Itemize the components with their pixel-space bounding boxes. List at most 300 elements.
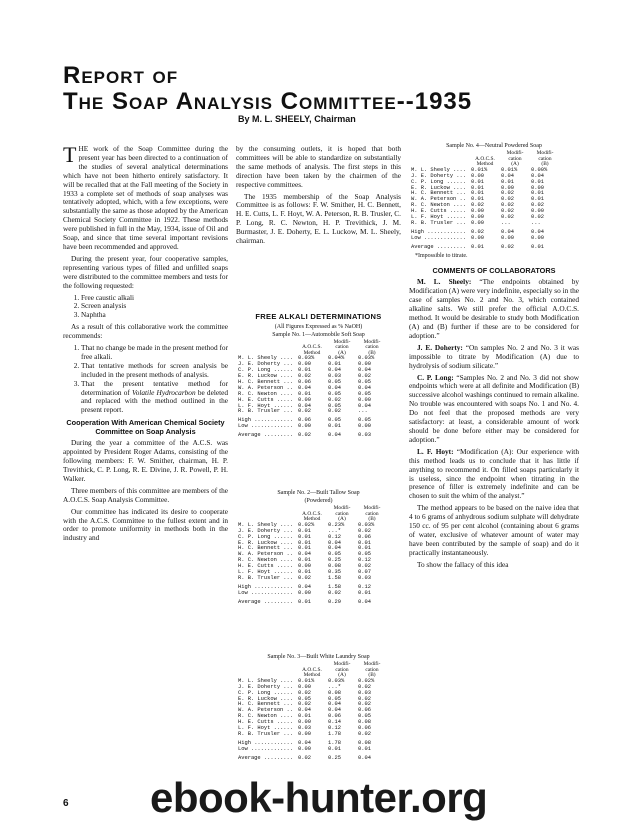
table-cell: 0.02: [471, 202, 484, 209]
leader-dots: ....: [449, 202, 467, 209]
column-header: (A): [511, 161, 519, 168]
table-cell: 0.07: [358, 569, 371, 576]
table-cell: ...: [531, 219, 541, 226]
table-cell: 0.05: [358, 378, 371, 385]
table-cell: 0.05: [358, 390, 371, 397]
leader-dots: ...: [280, 730, 294, 737]
intro-paragraph: [63, 142, 228, 252]
collaborator-name: H. C. Bennett ...: [411, 190, 467, 197]
table-cell: 0.02: [501, 208, 514, 215]
column-header: Method: [303, 672, 321, 679]
page-number: 6: [63, 798, 69, 809]
column-header: Method: [303, 349, 321, 356]
sample-table: [411, 151, 561, 251]
leader-dots: ......: [443, 178, 467, 185]
leader-dots: ...: [453, 219, 467, 226]
collaborator-name: E. R. Luckow ....: [411, 184, 467, 191]
leader-dots: ......: [443, 214, 467, 221]
leader-dots: ......: [270, 569, 294, 576]
recommendations-list: [63, 344, 228, 415]
summary-value: 0.12: [358, 583, 371, 590]
summary-value: 0.02: [298, 432, 311, 439]
table-cell: 0.02: [358, 527, 371, 534]
leader-dots: ....: [276, 390, 294, 397]
table-cell: 0.02: [328, 408, 341, 415]
table-cell: 0.06: [358, 707, 371, 714]
leader-dots: ...: [453, 190, 467, 197]
table-cell: 0.01: [298, 527, 311, 534]
summary-value: 0.00: [531, 234, 544, 241]
column-header: Modifi-: [363, 505, 381, 511]
collaborator-name: R. B. Trusler ...: [411, 219, 467, 226]
drop-cap: T: [63, 142, 77, 167]
summary-value: 0.05: [358, 417, 371, 424]
comments-heading: COMMENTS OF COLLABORATORS: [432, 266, 556, 276]
comment-paragraph: [409, 278, 579, 340]
table-cell: 0.02: [298, 689, 311, 696]
collaborator-name: C. P. Long ......: [411, 178, 467, 185]
table-cell: 0.02: [298, 408, 311, 415]
sample-4-block: [409, 143, 579, 260]
table-cell: 0.08: [328, 689, 341, 696]
paragraph: The 1935 membership of the Soap Analysis Committee is as follows: F. W. Smither, H. C. Bennett, H. E. Cutts, L. F. Hoyt, W. A. Peterson, R. B. Trusler, C. P. Long, R. C. Newton, H. P. Trevithick, J. M. Burmaster, J. E. Doherty, E. L. Luckow, M. L. Sheely, chairman.: [236, 191, 401, 246]
leader-dots: ......: [270, 367, 294, 374]
paragraph: Our committee has indicated its desire to cooperate with the A.C.S. Committee to the fullest extent and in order to promote uniformity in methods both in the industry and: [63, 506, 228, 543]
comment-text: “Modification (A): Our experience with this method leads us to conclude that it has little if anything to recommend it. On filled soaps particularly it is useless, since the endpoint when titrating in the presence of filler is extremely indefinite and can be chosen to suit the whim of the analyst.”: [409, 446, 579, 501]
table-cell: 0.08: [358, 719, 371, 726]
summary-row-average: [238, 597, 388, 606]
leader-dots: ............: [423, 228, 467, 235]
leader-dots: ...: [280, 545, 294, 552]
leader-dots: ..: [283, 707, 294, 714]
leader-dots: .............: [247, 745, 294, 752]
table-cell: 0.02: [531, 214, 544, 221]
column-header: Modifi-: [536, 150, 554, 156]
summary-label: Average .........: [238, 754, 294, 761]
table-cell: 0.00: [298, 730, 311, 737]
table-cell: 0.01: [328, 361, 341, 368]
column-header: (B): [368, 349, 376, 356]
table-cell: 0.01: [501, 178, 514, 185]
table-cell: 0.03: [358, 689, 371, 696]
table-cell: 0.06: [328, 713, 341, 720]
rec3-italic: Volatile Hydrocarbon: [132, 387, 196, 397]
table-cell: 0.05: [328, 551, 341, 558]
collaborator-name: H. E. Cutts .....: [238, 396, 294, 403]
leader-dots: ...: [280, 361, 294, 368]
table-cell: 0.01: [298, 390, 311, 397]
table-cell: 0.04: [501, 172, 514, 179]
table-cell: 0.04: [328, 701, 341, 708]
commenter-name: M. L. Sheely:: [417, 277, 472, 287]
table-cell: 0.02: [298, 701, 311, 708]
collaborator-name: L. F. Hoyt ......: [238, 725, 294, 732]
table-cell: 0.00: [471, 214, 484, 221]
summary-value: 0.29: [328, 598, 341, 605]
table-cell: 0.02: [501, 196, 514, 203]
table-cell: 0.00: [298, 396, 311, 403]
summary-label: High ............: [238, 739, 294, 746]
summary-label: High ............: [411, 228, 467, 235]
summary-value: 0.04: [298, 583, 311, 590]
column-header: Modifi-: [333, 505, 351, 511]
table-cell: 0.03: [328, 373, 341, 379]
column-header: Modifi-: [333, 661, 351, 667]
sample-title: Sample No. 4—Neutral Powdered Soap: [446, 143, 542, 149]
column-header: cation: [335, 510, 349, 517]
list-item: 1. Free caustic alkali: [81, 294, 228, 303]
table-cell: 0.02: [298, 574, 311, 581]
table-cell: 1.78: [328, 730, 341, 737]
summary-value: 0.04: [358, 598, 371, 605]
table-cell: 0.04: [298, 551, 311, 558]
table-cell: 0.25: [328, 557, 341, 564]
summary-value: 0.03: [358, 432, 371, 439]
table-cell: 0.02: [358, 373, 371, 379]
leader-dots: ...: [280, 527, 294, 534]
table-cell: 0.03: [298, 725, 311, 732]
collaborator-name: L. F. Hoyt ......: [411, 214, 467, 221]
paragraph: To show the fallacy of this idea: [417, 559, 509, 569]
table-cell: 0.02%: [298, 521, 315, 528]
table-cell: 0.05: [358, 551, 371, 558]
table-cell: 0.12: [328, 725, 341, 732]
sample-3-block: [236, 654, 401, 762]
table-cell: 1.58: [328, 574, 341, 581]
leader-dots: .........: [260, 432, 294, 439]
table-cell: 0.12: [328, 533, 341, 540]
summary-label: Low .............: [238, 745, 294, 752]
table-cell: 0.03%: [358, 521, 375, 528]
summary-value: 0.00: [298, 423, 311, 430]
table-cell: 0.01: [298, 545, 311, 552]
table-cell: 0.02: [501, 202, 514, 209]
table-cell: 0.23%: [328, 521, 345, 528]
summary-value: 0.04: [328, 432, 341, 439]
table-cell: 0.01: [298, 569, 311, 576]
table-cell: 0.05: [328, 390, 341, 397]
table-cell: 0.05: [328, 402, 341, 409]
column-header: Modifi-: [363, 661, 381, 667]
column-header: (B): [368, 516, 376, 523]
sample-title: Sample No. 3—Built White Laundry Soap: [267, 654, 370, 660]
table-cell: 0.04: [298, 402, 311, 409]
leader-dots: ......: [270, 533, 294, 540]
leader-dots: ...: [280, 408, 294, 415]
leader-dots: ....: [276, 373, 294, 379]
collaborator-name: W. A. Peterson ..: [238, 384, 294, 391]
table-cell: 0.00: [531, 184, 544, 191]
table-cell: 0.02: [531, 202, 544, 209]
paragraph: As a result of this collaborative work the committee recommends:: [63, 322, 228, 341]
column-header: Method: [303, 516, 321, 523]
table-cell: 0.05: [328, 695, 341, 702]
collaborator-name: R. B. Trusler ...: [238, 574, 294, 581]
table-cell: 0.02%: [358, 677, 375, 684]
summary-value: 0.01: [358, 745, 371, 752]
paragraph: The method appears to be based on the naive idea that 4 to 6 grams of anhydrous sodium sulphate will dehydrate 150 cc. of 95 per cent alcohol (containing about 6 grams of water, exclusive of whatever amount of water may have been contributed by the sample of soap) and do it practically instantaneously.: [409, 503, 579, 557]
table-cell: 0.02: [328, 396, 341, 403]
table-cell: 0.00: [358, 396, 371, 403]
leader-dots: ..: [283, 551, 294, 558]
leader-dots: ...: [453, 172, 467, 179]
collaborator-name: J. E. Doherty ...: [238, 683, 294, 690]
leader-dots: ....: [276, 677, 294, 684]
table-cell: 0.12: [358, 557, 371, 564]
collaborator-name: J. E. Doherty ...: [238, 361, 294, 368]
table-cell: 0.01%: [471, 166, 488, 173]
table-heading: FREE ALKALI DETERMINATIONS: [255, 312, 382, 321]
table-cell: 0.01: [358, 539, 371, 546]
table-cell: 0.01%: [501, 166, 518, 173]
paragraph: by the consuming outlets, it is hoped that both committees will be able to standardize on substantially the same methods of analysis. The first steps in this direction have been taken by the chairmen of the respective committees.: [236, 144, 401, 189]
table-cell: 0.01: [471, 178, 484, 185]
list-item: 3. Naphtha: [81, 311, 228, 320]
summary-value: 0.00: [358, 423, 371, 430]
table-cell: 0.00%: [531, 166, 548, 173]
column-header: cation: [365, 666, 379, 673]
collaborator-name: E. R. Luckow ....: [238, 373, 294, 379]
collaborator-name: H. E. Cutts .....: [411, 208, 467, 215]
rec3-text: That the present tentative method for determination of: [81, 378, 228, 397]
column-header: A.O.C.S.: [302, 666, 322, 673]
collaborator-name: M. L. Sheely ....: [238, 355, 294, 362]
table-cell: 0.00: [471, 219, 484, 226]
leader-dots: .....: [273, 719, 294, 726]
table-cell: 0.04: [328, 545, 341, 552]
comment-text: “Samples No. 2 and No. 3 did not show endpoints which were at all definite and Modification (B) successive alcohol washings continued to remain alkaline. No trouble was encountered with soaps No. 1 and No. 4. Do not feel that the proposed methods are very satisfactory: at least, a considerable amount of work should be done before either may be considered for adoption.”: [409, 372, 580, 444]
table-cell: ...*: [328, 527, 341, 534]
table-cell: 0.35: [328, 569, 341, 576]
summary-label: Low .............: [238, 423, 294, 430]
column-header: cation: [365, 344, 379, 351]
leader-dots: ...: [280, 574, 294, 581]
leader-dots: .....: [446, 208, 467, 215]
column-header: (A): [338, 516, 346, 523]
table-cell: 0.04: [328, 367, 341, 374]
summary-value: 0.02: [328, 589, 341, 596]
leader-dots: ..: [283, 384, 294, 391]
leader-dots: .........: [260, 754, 294, 761]
column-header: cation: [508, 155, 522, 162]
summary-value: 0.04: [501, 228, 514, 235]
table-cell: 0.04: [328, 384, 341, 391]
column-header: cation: [335, 666, 349, 673]
table-cell: 0.00: [471, 208, 484, 215]
table-cell: 0.06: [298, 378, 311, 385]
summary-label: High ............: [238, 417, 294, 424]
summary-value: 0.04: [298, 739, 311, 746]
collaborator-name: L. F. Hoyt ......: [238, 402, 294, 409]
column-1: [63, 142, 228, 546]
table-cell: 0.00: [298, 683, 311, 690]
column-3: [409, 143, 579, 573]
summary-label: Low .............: [238, 589, 294, 596]
collaborator-name: W. A. Peterson ..: [238, 707, 294, 714]
collaborator-name: J. E. Doherty ...: [411, 172, 467, 179]
table-cell: 0.04: [358, 384, 371, 391]
list-item: [81, 380, 228, 416]
paragraph: Three members of this committee are members of the A.O.C.S. Soap Analysis Committee.: [63, 485, 228, 504]
table-cell: 0.01: [358, 545, 371, 552]
leader-dots: .....: [273, 563, 294, 570]
column-header: (A): [338, 672, 346, 679]
leader-dots: .............: [420, 234, 467, 241]
sample-table: [238, 506, 388, 606]
collaborator-name: E. R. Luckow ....: [238, 539, 294, 546]
column-header: Modifi-: [363, 338, 381, 345]
table-cell: 0.14: [328, 719, 341, 726]
collaborator-name: H. C. Bennett ...: [238, 545, 294, 552]
collaborator-name: C. P. Long ......: [238, 533, 294, 540]
table-cell: ...*: [328, 683, 341, 690]
rec3-text-end: be deleted and replaced with the method outlined in the present report.: [81, 387, 228, 415]
table-cell: 0.08: [328, 563, 341, 570]
leader-dots: ......: [270, 402, 294, 409]
table-cell: 0.04: [358, 367, 371, 374]
comment-text: “On samples No. 2 and No. 3 it was impossible to titrate by Modification (A) due to hydrolysis of sodium silicate.”: [409, 342, 579, 370]
leader-dots: .............: [247, 589, 294, 596]
leader-dots: ....: [276, 713, 294, 720]
summary-value: 0.00: [298, 745, 311, 752]
table-cell: 0.01: [298, 713, 311, 720]
table-cell: 0.02: [358, 701, 371, 708]
summary-value: 0.05: [328, 417, 341, 424]
leader-dots: .............: [247, 423, 294, 430]
sample-2-block: [236, 490, 401, 606]
collaborator-name: R. B. Trusler ...: [238, 730, 294, 737]
summary-value: 0.01: [328, 745, 341, 752]
table-cell: 0.00: [501, 184, 514, 191]
table-cell: 0.00: [471, 172, 484, 179]
summary-label: Average .........: [411, 243, 467, 250]
collaborator-name: H. E. Cutts .....: [238, 563, 294, 570]
table-cell: 0.01: [298, 533, 311, 540]
paragraph: During the year a committee of the A.C.S. was appointed by President Roger Adams, consisting of the following members: F. W. Smither, chairman, H. P. Trevithick, C. P. Long, R. E. Divine, J. R. Powell, P. H. Walker.: [63, 438, 228, 483]
title-line-2: The Soap Analysis Committee--1935: [63, 88, 473, 115]
table-cell: 0.01%: [298, 677, 315, 684]
table-cell: 0.00: [298, 563, 311, 570]
commenter-name: C. P. Long:: [417, 372, 454, 382]
table-cell: 0.02: [358, 563, 371, 570]
list-item: 2. That tentative methods for screen analysis be included in the present methods of analysis.: [81, 362, 228, 380]
collaborator-name: H. C. Bennett ...: [238, 701, 294, 708]
list-item: 1. That no change be made in the present method for free alkali.: [81, 344, 228, 362]
table-cell: 0.01: [298, 539, 311, 546]
summary-value: 0.04: [358, 754, 371, 761]
summary-value: 0.04: [531, 228, 544, 235]
leader-dots: ....: [449, 166, 467, 173]
tests-list: [63, 294, 228, 321]
summary-value: 0.02: [298, 754, 311, 761]
table-cell: 0.00: [298, 361, 311, 368]
summary-value: 0.01: [328, 423, 341, 430]
column-2: [236, 145, 401, 249]
leader-dots: ....: [276, 695, 294, 702]
leader-dots: ............: [250, 583, 294, 590]
summary-row-average: [411, 242, 561, 251]
summary-label: Average .........: [238, 598, 294, 605]
column-header: (B): [541, 161, 549, 168]
leader-dots: ...: [280, 378, 294, 385]
summary-value: 0.00: [471, 234, 484, 241]
sample-subtitle: (Powdered): [304, 498, 333, 504]
summary-value: 0.01: [358, 589, 371, 596]
table-cell: 0.03: [358, 574, 371, 581]
summary-value: 0.25: [328, 754, 341, 761]
table-cell: 0.01: [471, 184, 484, 191]
column-header: Method: [476, 161, 494, 168]
summary-value: 0.00: [501, 234, 514, 241]
table-cell: 0.04: [328, 539, 341, 546]
column-header: A.O.C.S.: [302, 344, 322, 351]
column-header: Modifi-: [333, 338, 351, 345]
comment-paragraph: [409, 448, 579, 501]
table-cell: 0.00: [298, 719, 311, 726]
summary-value: 0.01: [531, 243, 544, 250]
summary-value: 0.01: [298, 598, 311, 605]
leader-dots: ............: [250, 417, 294, 424]
table-cell: 0.01: [471, 196, 484, 203]
table-cell: 0.00: [531, 208, 544, 215]
table-cell: 0.02: [501, 190, 514, 197]
summary-value: 0.06: [298, 417, 311, 424]
table-cell: 0.04: [298, 384, 311, 391]
leader-dots: ..: [456, 196, 467, 203]
sample-table: [238, 662, 388, 762]
sample-1-block: [236, 312, 401, 439]
collaborator-name: L. F. Hoyt ......: [238, 569, 294, 576]
table-cell: 0.04: [328, 707, 341, 714]
leader-dots: ....: [276, 355, 294, 362]
table-cell: 0.03%: [298, 355, 315, 362]
table-cell: 0.06: [358, 533, 371, 540]
summary-row-average: [238, 753, 388, 762]
sample-title: Sample No. 1—Automobile Soft Soap: [272, 331, 365, 338]
comment-text: “The endpoints obtained by Modification (A) were very indefinite, especially so in the case of samples No. 2 and No. 3, which contained alkaline salts. We still prefer the official A.O.C.S. method. It would be desirable to study both Modification (A) and (B) further if these are to be considered for adoption.”: [409, 277, 580, 340]
leader-dots: ......: [270, 689, 294, 696]
leader-dots: .........: [260, 598, 294, 605]
title-line-1: Report of: [63, 62, 179, 89]
collaborator-name: R. C. Newton ....: [238, 557, 294, 564]
watermark-text: ebook-hunter.org: [150, 774, 488, 821]
table-cell: 0.01: [471, 190, 484, 197]
sample-title: Sample No. 2—Built Tallow Soap: [277, 490, 360, 496]
footnote: *Impossible to titrate.: [415, 252, 468, 259]
table-cell: 0.04: [531, 172, 544, 179]
leader-dots: ....: [276, 521, 294, 528]
paragraph: During the present year, four cooperative samples, representing various types of filled and unfilled soaps were distributed to the committee members and tests for the following requested:: [63, 253, 228, 290]
table-cell: 0.01: [531, 190, 544, 197]
column-header: A.O.C.S.: [302, 510, 322, 517]
summary-row-average: [238, 430, 388, 439]
table-cell: 0.05: [328, 378, 341, 385]
summary-value: 0.01: [471, 243, 484, 250]
table-cell: 0.04: [358, 402, 371, 409]
table-cell: 0.02: [501, 214, 514, 221]
column-header: cation: [538, 155, 552, 162]
table-cell: 0.02: [358, 695, 371, 702]
commenter-name: J. E. Doherty:: [417, 342, 463, 352]
column-header: (B): [368, 672, 376, 679]
table-cell: 0.04: [298, 707, 311, 714]
collaborator-name: M. L. Sheely ....: [411, 166, 467, 173]
collaborator-name: H. E. Cutts .....: [238, 719, 294, 726]
table-cell: 0.01: [531, 196, 544, 203]
intro-text: HE work of the Soap Committee during the present year has been directed to a continuation of the studies of several analytical determinations which have not been hitherto entirely satisfactory. It will be recalled that at the Fall meeting of the Society in 1933 a complete set of methods of soap analyses was tentatively adopted, which, with a few exceptions, were substantially the same as those adopted by the American Chemical Society Committee in 1922. These methods were published in full in the May, 1934, issue of Oil and Soap, and since that time several important revisions have been recommended and approved.: [63, 144, 228, 251]
table-cell: 0.03%: [358, 355, 375, 362]
table-cell: 0.01: [298, 557, 311, 564]
